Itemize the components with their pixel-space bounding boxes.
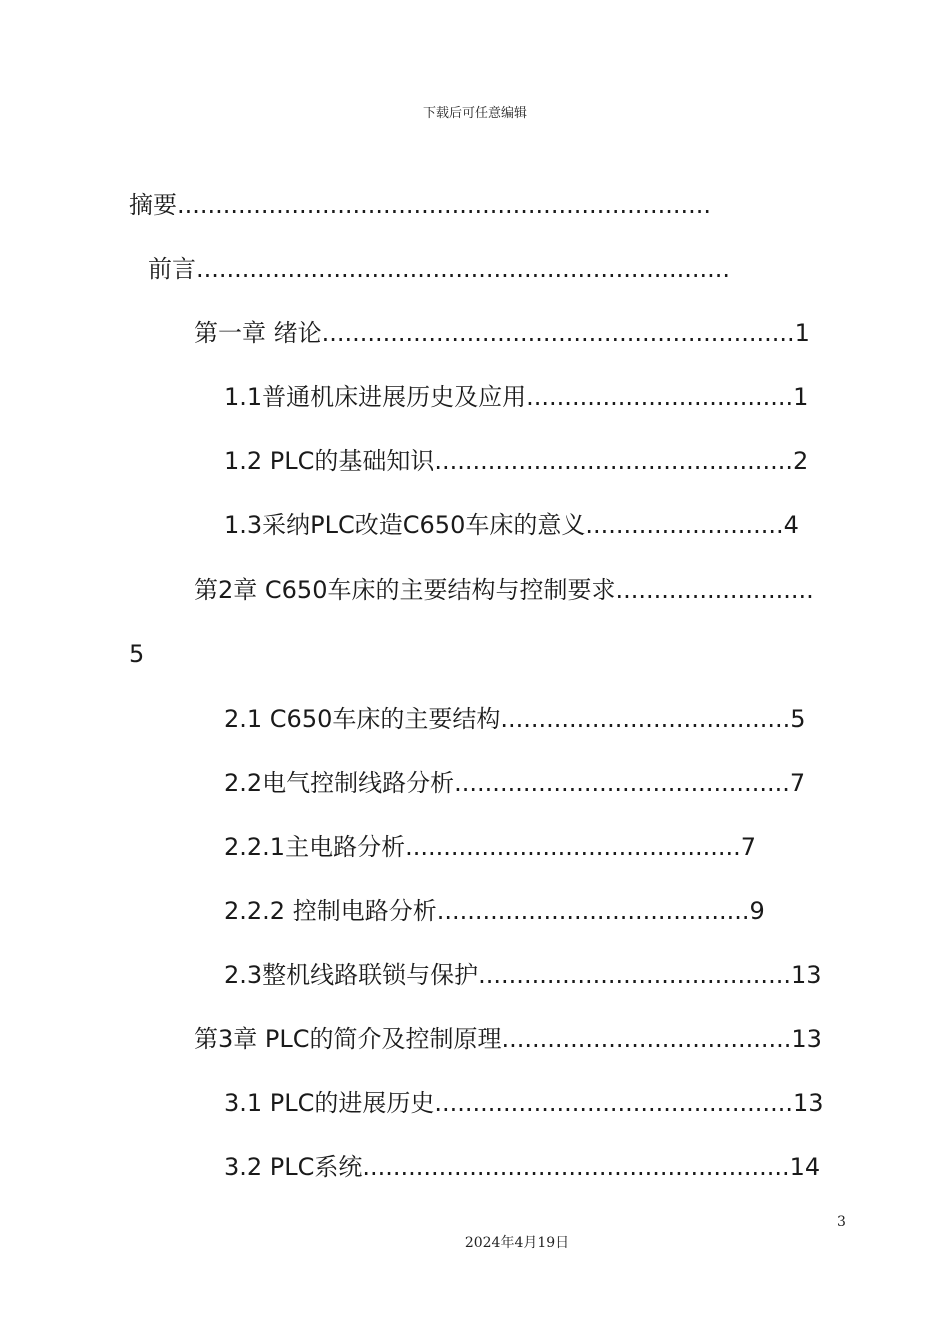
toc-entry-2-2-1: 2.2.1主电路分析............................................7 [224,833,757,861]
toc-entry-chapter-2: 第2章 C650车床的主要结构与控制要求.......................... [194,576,814,604]
toc-entry-preface: 前言...................................................................... [148,255,731,283]
toc-entry-2-1: 2.1 C650车床的主要结构......................................5 [224,705,806,733]
toc-entry-3-1: 3.1 PLC的进展历史...............................................13 [224,1089,824,1117]
toc-entry-2-2: 2.2电气控制线路分析............................................7 [224,769,806,797]
page-number: 3 [837,1214,846,1230]
toc-entry-3-2: 3.2 PLC系统........................................................14 [224,1153,821,1181]
toc-entry-abstract: 摘要...................................................................... [129,191,712,219]
toc-entry-2-3: 2.3整机线路联锁与保护.........................................13 [224,961,822,989]
footer-date [0,1232,950,1252]
footer-date-text: 2024年4月19日 [464,1235,570,1251]
page-header: 下载后可任意编辑 [422,106,527,121]
toc-entry-1-1: 1.1普通机床进展历史及应用...................................1 [224,383,809,411]
toc-entry-2-2-2: 2.2.2 控制电路分析.........................................9 [224,897,765,925]
toc-entry-chapter-1: 第一章 绪论..............................................................1 [194,319,810,347]
toc-entry-1-2: 1.2 PLC的基础知识...............................................2 [224,447,809,475]
toc-entry-1-3: 1.3采纳PLC改造C650车床的意义..........................4 [224,511,799,539]
toc-entry-chapter-2-page: 5 [129,640,145,668]
toc-entry-chapter-3: 第3章 PLC的简介及控制原理......................................13 [194,1025,822,1053]
